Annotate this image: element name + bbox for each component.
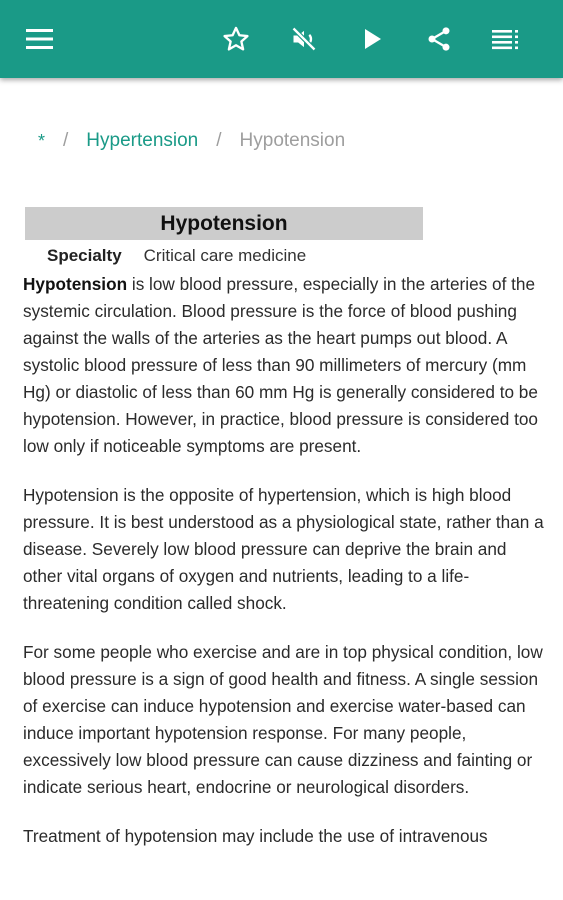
mute-button[interactable] (284, 19, 324, 59)
infobox-value: Critical care medicine (143, 246, 307, 265)
infobox-title: Hypotension (25, 207, 423, 240)
infobox-label: Specialty (47, 246, 122, 265)
article-term: Hypotension (23, 274, 128, 294)
menu-icon (26, 28, 54, 50)
paragraph-1 (23, 271, 548, 460)
volume-off-icon (290, 25, 318, 53)
toc-icon (492, 28, 520, 50)
contents-button[interactable] (486, 19, 526, 59)
breadcrumb-current: Hypotension (239, 130, 346, 151)
breadcrumb (38, 128, 345, 154)
favorite-button[interactable] (216, 19, 256, 59)
star-icon (222, 25, 250, 53)
menu-button[interactable] (20, 19, 60, 59)
play-icon (361, 27, 383, 51)
breadcrumb-separator: / (63, 130, 69, 151)
breadcrumb-separator: / (216, 130, 222, 151)
share-icon (425, 25, 453, 53)
paragraph-3: For some people who exercise and are in top physical condition, low blood pressure is a sign of good health and fitness. A single session of exercise can induce hypotension and exercise water-based can induce important hypotension response. For many people, excessively low blood pressure can cause dizziness and fainting or indicate serious heart, endocrine or neurological disorders. (23, 642, 543, 797)
breadcrumb-parent-link[interactable]: Hypertension (86, 130, 199, 151)
share-button[interactable] (419, 19, 459, 59)
paragraph-1-text: is low blood pressure, especially in the arteries of the systemic circulation. Blood pressure is the force of blood pushing against the walls of the arteries as the heart pumps out blood. A systolic blood pressure of less than 90 millimeters of mercury (mm Hg) or diastolic of less than 60 mm Hg is generally considered to be hypotension. However, in practice, blood pressure is considered too low only if noticeable symptoms are present. (23, 274, 538, 456)
infobox-row-specialty (47, 245, 306, 267)
app-bar (0, 0, 563, 78)
play-button[interactable] (352, 19, 392, 59)
breadcrumb-home-link[interactable]: * (38, 131, 46, 151)
paragraph-2: Hypotension is the opposite of hypertension, which is high blood pressure. It is best understood as a physiological state, rather than a disease. Severely low blood pressure can deprive the brain and other vital organs of oxygen and nutrients, leading to a life-threatening condition called shock. (23, 485, 544, 613)
article-body (23, 271, 548, 872)
paragraph-4: Treatment of hypotension may include the use of intravenous (23, 826, 488, 846)
